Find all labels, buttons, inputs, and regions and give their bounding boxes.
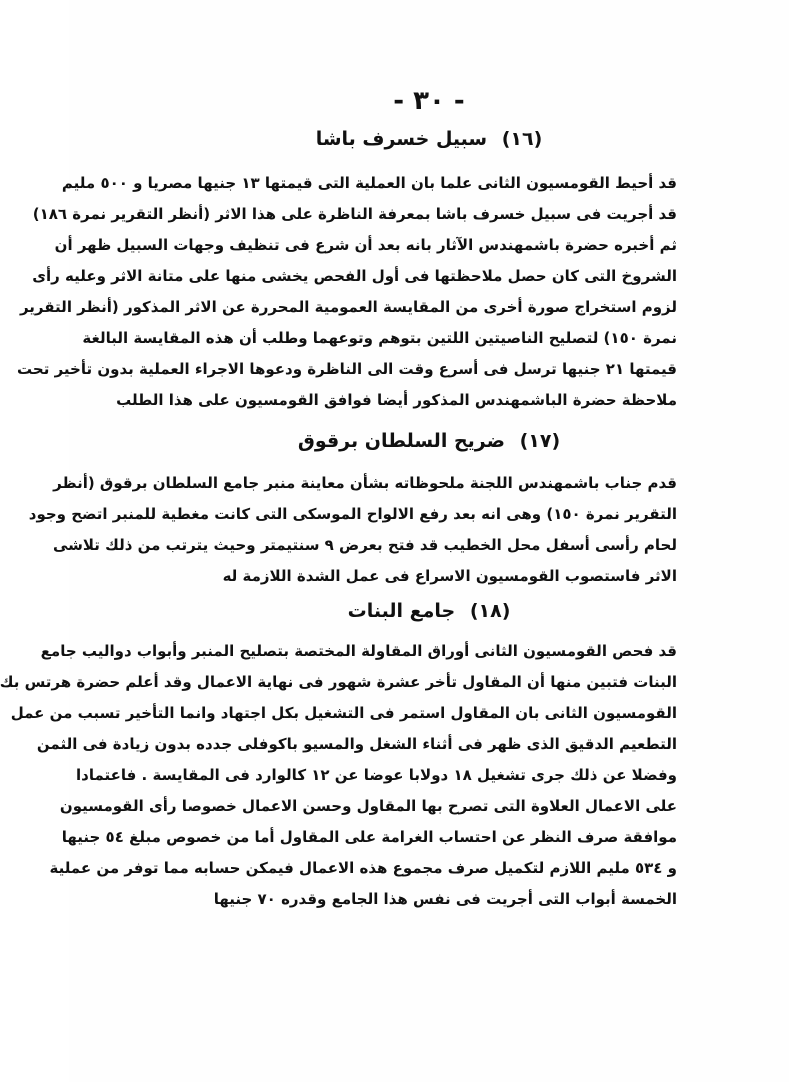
- section-heading-16: [69, 128, 789, 150]
- text-line: موافقة صرف النظر عن احتساب الغرامة على المقاول أما من خصوص مبلغ ٥٤ جنيها: [61, 828, 677, 846]
- section-body-16: [17, 168, 677, 416]
- section-title: جامع البنات: [347, 600, 456, 622]
- text-line: ملاحظة حضرة الباشمهندس المذكور أيضا فوافق القومسيون على هذا الطلب: [116, 391, 677, 409]
- section-title: ضريح السلطان برقوق: [297, 430, 505, 452]
- page-number: - ٣٠ -: [393, 86, 465, 116]
- section-heading-17: [69, 430, 789, 452]
- section-number: (١٧): [519, 430, 561, 452]
- text-line: القومسيون الثانى بان المقاول استمر فى التشغيل بكل اجتهاد وانما التأخير تسبب من عمل: [10, 704, 677, 722]
- text-line: التطعيم الدقيق الذى ظهر فى أثناء الشغل والمسيو باكوفلى جدده بدون زيادة فى الثمن: [36, 735, 677, 753]
- section-heading-18: [69, 600, 789, 622]
- section-number: (١٨): [469, 600, 511, 622]
- section-body-17: [28, 468, 677, 592]
- text-line: قد أجريت فى سبيل خسرف باشا بمعرفة الناظرة على هذا الاثر (أنظر التقرير نمرة ١٨٦): [32, 205, 677, 223]
- text-line: على الاعمال العلاوة التى تصرح بها المقاول وحسن الاعمال خصوصا رأى القومسيون: [59, 797, 677, 815]
- text-line: التقرير نمرة ١٥٠) وهى انه بعد رفع الالواح الموسكى التى كانت مغطية للمنبر اتضح وجود: [28, 505, 677, 523]
- text-line: قد فحص القومسيون الثانى أوراق المقاولة المختصة بتصليح المنبر وأبواب دواليب جامع: [40, 642, 677, 660]
- text-line: نمرة ١٥٠) لتصليح الناصيتين اللتين بتوهم وتوعهما وطلب أن هذه المقايسة البالغة: [82, 329, 677, 347]
- text-line: لزوم استخراج صورة أخرى من المقايسة العمومية المحررة عن الاثر المذكور (أنظر التقرير: [19, 298, 677, 316]
- text-line: قد أحيط القومسيون الثانى علما بان العملية التى قيمتها ١٣ جنيها مصريا و ٥٠٠ مليم: [61, 174, 677, 192]
- text-line: لحام رأسى أسفل محل الخطيب قد فتح بعرض ٩ سنتيمتر وحيث يترتب من ذلك تلاشى: [52, 536, 677, 554]
- section-title: سبيل خسرف باشا: [315, 128, 488, 150]
- section-number: (١٦): [501, 128, 543, 150]
- text-line: ثم أخبره حضرة باشمهندس الآثار بانه بعد أن شرع فى تنظيف وجهات السبيل ظهر أن: [54, 236, 677, 254]
- text-line: قيمتها ٢١ جنيها ترسل فى أسرع وقت الى الناظرة ودعوها الاجراء العملية بدون تأخير تحت: [17, 360, 677, 378]
- text-line: و ٥٣٤ مليم اللازم لتكميل صرف مجموع هذه الاعمال فيمكن حسابه مما توفر من عملية: [49, 859, 677, 877]
- text-line: الاثر فاستصوب القومسيون الاسراع فى عمل الشدة اللازمة له: [222, 567, 677, 585]
- section-body-18: [0, 636, 677, 915]
- text-line: قدم جناب باشمهندس اللجنة ملحوظاته بشأن معاينة منبر جامع السلطان برقوق (أنظر: [53, 474, 677, 492]
- text-line: البنات فتبين منها أن المقاول تأخر عشرة شهور فى نهاية الاعمال وقد أعلم حضرة هرتس بك: [0, 673, 677, 691]
- text-line: وفضلا عن ذلك جرى تشغيل ١٨ دولابا عوضا عن ١٢ كالوارد فى المقايسة . فاعتمادا: [75, 766, 677, 784]
- text-line: الشروخ التى كان حصل ملاحظتها فى أول الفحص يخشى منها على متانة الاثر وعليه رأى: [32, 267, 677, 285]
- text-line: الخمسة أبواب التى أجريت فى نفس هذا الجامع وقدره ٧٠ جنيها: [213, 890, 677, 908]
